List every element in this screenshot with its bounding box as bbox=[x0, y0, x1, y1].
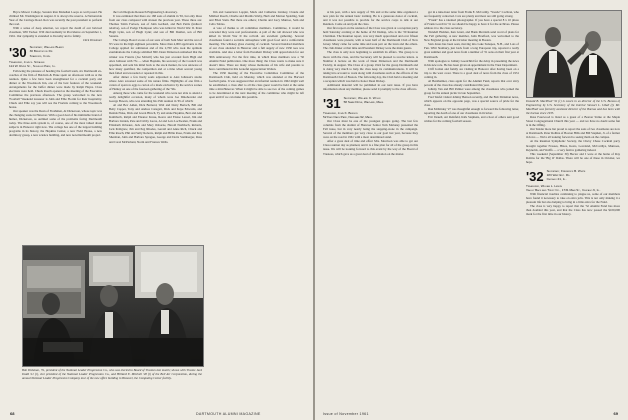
photo-swearing-in bbox=[526, 10, 622, 98]
paragraph: The class is only now beginning to establish its affairs. The group is to move with the class, and the Secretary will be pleased to receive letters. A Number 4 lecture on the work of Dean Dickerson and the Dartmouth Faculty, in August. The Class of a group 1924 for the group Dartmouth and is doing very much to help the class keep its communications. It will be taking into account to work along with classmates such as the officers of the Dartmouth Club of Boston. The following day, the Club held a meeting and a reception which was held to honor Dean Dickey. bbox=[323, 50, 418, 83]
treasurer-name: Treasurer, John K. Benson bbox=[323, 110, 358, 115]
class-year: '30 bbox=[9, 45, 27, 61]
class-header-31 bbox=[323, 95, 418, 111]
secretary-name: Secretary, Willard C. Wolff bbox=[343, 95, 381, 100]
paragraph: Stan Jones has been seen, moving into Lake Sunapee, N.H., and Lots of Fun. Whit Stanbury, just back from a long European trip, reported a really great summer and good news from a number of '31 sons on their first year at Dartmouth. bbox=[424, 42, 519, 59]
paragraph: The 1930 meeting of the Executive Committee Committee of the Dartmouth Club, held on Monday, which was attended at the Harvard football game. It was suggested that an informal reunion in 1962 might well be established, a class shirt to all the class guest would be held at the same time a mid-Hanover. When it might be able to see two of the coming games to be determined at the next meeting of the committee who might be left open until if we can make this possible. bbox=[209, 70, 304, 99]
paragraph: Cliff Jordan and family are visiting in Hanover after having been on a trip to the west coast. There is a good deal of news from the class of 1931 coming in. bbox=[424, 66, 519, 79]
left-page bbox=[0, 0, 313, 420]
paragraph: After a great deal of time and effort Mrs. Morrison was able to get our Class reunion day as planned, and it is a fine plan for all of the group in this issue. We will be looking forward to this event by the way of the Board of Trustees, which gave us a great deal of information on the matter. bbox=[323, 139, 418, 156]
treasurer-name: Treasurer, William L. Lemon bbox=[526, 183, 562, 188]
paragraph: Eric Deuell, Art Reinfeld, Kirk Stephens, and a host of others sent good wishes for the coming football season. bbox=[424, 115, 519, 124]
paragraph: A vote of thanks to all committee members. Committee, it would be conceded they were real professionals. A poll of the roll showed who was killed in World War II the rollcall. An excellent gathering. Several classmates found a sociable atmosphere with good food and a comfortable meeting. The whiskey glass evening of cocktail. Several hundred members of our class attended in Hanover and a full supply of new 1930 tees was available. And also a letter from President Dickey with appreciation for our 30th anniversary. For the first time, in which three members was a '30 Alumni Fund publication. One more thing: the Class wants to make sure it doesn't miss. There are many whose memories of his wife and parents to have contributed in this Grateful Appreciation Walton. bbox=[209, 26, 304, 71]
paragraph: Our speaker was the Dean of Freshmen, Al Dickerson, whose topic was the changing scene in Hanover. With a good deal of his inimitable brand of humor, Dickerson, as outlined some of the problems facing Dartmouth today. The three-term system is, of course, one of the most talked about subjects in Hanover right now. The college has one of the largest building programs in its history, the Hopkins Center, a new Field House, a new dormitory group, a new science building, and new non-Dartmouth project. bbox=[9, 109, 102, 138]
paragraph: the Cold Regions Research Engineering Laboratory. bbox=[113, 10, 178, 14]
page-number-left: 68 bbox=[10, 411, 15, 416]
paragraph: Among those who came for the weekend who were not able to attend a really delightful occasion, many of whom were Joe Dmohowski and George Bowen, who was attending his 25th reunion in '65 of which: bbox=[109, 90, 202, 104]
paragraph: After dinner a few hardy souls adjourned to Alex Johnson's studio where Alex screened some of his nature films. Highlights of one film a carton of sparrow eggs to carton of a made exclusive by the service scenes of Henley on one of the fourteen gathering of the '50s. bbox=[109, 74, 202, 91]
right-column-1 bbox=[323, 10, 418, 405]
paragraph: Following the pleasure of heading the football team, six Dartmouth ex-coaches of the firm of Baldwin & Fiske spent an afternoon with us at the reunion. Quite a few have been strengthened for a cocktail party and dinner at the Woodstock Inn, one of the best features of the weekend. Arrangements for the buffet dinner were made by Ralph Hayes. Class elections were held. Chuck Roach opened as the meeting of the Executive Committee the previous afternoon. The group welcomed to the new 'Football' Weekend treasurer is John and Ellie Fiorini for their hospitality. Chuck and Ellie say you will see the Fiorinis coming to the Woodstock house. bbox=[9, 68, 102, 109]
paragraph: Johnny Van and Bill Palmer were among the classmates who joined the group for the annual picnic in late September. bbox=[424, 86, 519, 95]
secretary-city: Chicago 21, Ill. bbox=[546, 176, 567, 181]
secretary-address: 30 Brentwood Dr. bbox=[29, 49, 54, 54]
class-year: '32 bbox=[526, 168, 544, 184]
right-column-3 bbox=[526, 99, 620, 399]
secretary-name: Secretary, Frederick B. White bbox=[546, 168, 586, 173]
left-column-3 bbox=[209, 10, 304, 240]
left-column-2 bbox=[109, 10, 202, 240]
paragraph: Dan McKinley '27 was thoughtful enough to forward the following letter, reporting the death of one of our classmates in October. bbox=[424, 107, 519, 116]
paragraph: Bryce Mawer College, Session Ron Manahan Loops as well posed. He climbed Mt. Washington in August. It is always the reserve. A Nationwide Year of the Carriage Road. Ron was recently the past president to perform the road. bbox=[9, 10, 102, 27]
paragraph: Russ Fourwood is listed as a guest of a Beaver Strike at the Maple Street Congregational Church this year — and we have no doubt some fun is in the Offing. bbox=[526, 115, 620, 128]
class-header-32 bbox=[526, 168, 620, 184]
class-year: '31 bbox=[323, 95, 341, 111]
paragraph: The class is very happy to report that the '32 Alumni Fund has more than doubled this year, and that the Class has now passed the $100,000 mark for the first time in our history. bbox=[526, 204, 620, 217]
treasurer-block bbox=[323, 110, 418, 119]
paragraph: Jim and Genevieve Lappin, Mack and Catherine Lindsey, Claude and Mildred Roach, Charlie and Martha Silsby, Herb and Marion Spalding, Sam and Ellen Stein. But there are others; Charlie and Lucy Munroe, Sam and Celia Tobias. bbox=[209, 10, 304, 27]
treasurer-address: 114 W. River St., Schiller Park, Ill. bbox=[9, 64, 57, 69]
paragraph: Al Bernheimer, class agent for the Alumni Fund, reports that over sixty percent of the class has already contributed this year. bbox=[424, 78, 519, 87]
paragraph: Our first report on the reunion of the Class was given at a reception party held Saturday evening at the home of Ed Dunlap, who is the '30 Reunion Chairman. The Reunion report, was very much appreciated and over fifteen classmates were present, with at least half of the Dartmouth Club of New Jersey. Many came for some time and took part on the lawn and the others. The club dinner at that time and President Dickey were the main guests. bbox=[323, 26, 418, 51]
photo-computer-center-image bbox=[23, 246, 203, 366]
issue-footer: Issue of November 1961 bbox=[323, 412, 369, 416]
paragraph: At the Reunion Symphonic Society, the Chevy Chase Cocktail party brought together Frasses, Hixes, Kosts, Loveland, McCarthys, Munroes, Reynolds, and Wolffs — a very festive gathering indeed. bbox=[526, 139, 620, 152]
paragraph: Fred Teufel visited Johnny Benson recently, and the Bob Dickman news, which appears on the opposite page, was a special source of pride for the class. bbox=[424, 94, 519, 108]
paragraph: This weekend (September 30) Hector and I were at the home of Ray Robins for the 'Big O' Dallas. There will be one of these in October, we hope. bbox=[526, 151, 620, 164]
photo-swearing-in-image bbox=[527, 11, 621, 97]
paragraph: Additional material will be published in our next issue. If you have information about any member, please send it promptly to the class officers. bbox=[323, 82, 418, 91]
class-header-30 bbox=[9, 44, 102, 61]
treasurer-block bbox=[9, 59, 102, 68]
page-number-right: 69 bbox=[613, 411, 618, 416]
treasurer-name: Treasurer, John L. Sprague bbox=[9, 60, 45, 65]
secretary-city: Stamford, Conn. bbox=[29, 53, 51, 58]
treasurer-address: 52 Fair Oaks Park, Needham 92, Mass. bbox=[323, 115, 373, 120]
treasurer-block bbox=[526, 183, 620, 192]
paragraph: got in a nine-hour letter from Frank E. McCarthy, "Swede" Cochran, who are frequently contacted. Cars are plenty and most are still going strong. bbox=[424, 10, 519, 19]
paragraph: With apologies to Johnny Goodchild for the delay in presenting the news in his new role. He has been given an appointment in the Trust Department. bbox=[424, 58, 519, 67]
secretary-name: Secretary, Wallace Blakey bbox=[29, 45, 65, 50]
secretary-address: 58 Shaw Drive, Wayland, Mass. bbox=[343, 100, 384, 105]
secretary-address: 183 Wait Ext. Rd. bbox=[546, 172, 571, 177]
paragraph: Our Class must be one of the youngest groups going. The last few columns from the alumni of Hanover Senior Tom Maloney presented the Fall issue, but in very nearly being the stepping-stone in the campaign. Several of the members got very close to our goal last year, because they were on the road in 1961 with a most determined stand. bbox=[323, 119, 418, 140]
magazine-title-footer: DARTMOUTH ALUMNI MAGAZINE bbox=[196, 412, 261, 416]
paragraph: at his post, with a new supply of '30s and at the same time organized a new plan for the annual basic training. He is a generous donor of cocktail, and it was not possible to provide for the service corps to talk at our Reunion. Come on and join the class. bbox=[323, 10, 418, 27]
signoff: Dick Dinsmore bbox=[83, 38, 102, 43]
right-column-2 bbox=[424, 10, 519, 405]
left-column-1 bbox=[9, 10, 102, 137]
right-page bbox=[315, 0, 628, 420]
paragraph: Our Tender more but proud to report the sons of two classmates are now at Dartmouth. Peter Rollins of Boston Hills and Bill Stephen, Jr. of a farmer in Iowa — We're all looking forward to seeing them on the campus. bbox=[526, 127, 620, 140]
paragraph: With financial troubles continuing to plague us, some of our members have found it necessary to take on extra jobs. This is not only making it a pleasant life but also helping to bring in a little extra for the Fund. bbox=[526, 191, 620, 205]
photo-caption: Bob Dickman, '31, president of the National Leader Progression Co., who was elected to Board of Trustees last month; shown with Trustee Jack Dodd '21 (r), vice president of the National Leader Progression Co., and Hilliard E. Mitchell '28 (l) of the Bell Air Corporation, during the annual National Leader Progression Company tour of the new office building in Hanover, the Computing Center facility. bbox=[22, 368, 202, 380]
paragraph: Wendell Hadden, Ken Grant, and Hank Merriam send word of plans for the Fall gathering. A new member, John Bradford, was welcomed to the New England group at the October meeting in Boston. bbox=[424, 30, 519, 43]
paragraph: It was estimated that there are 168 sons of alumni in '65, but only three from our class compared with sixteen the previous year. These three are: Thomas Tobin Fortson, son of John Gerhard, and Bob Pettis (indirect relative), son of Podge Thompson who was killed in World War II. Peter Hugh Lynn, son of Hugh Lynn; and son of Bill Dunbar, son of Bill Stearns. bbox=[109, 14, 202, 39]
paragraph: "Frank" has a talented photographer. If you have a special 8 x 10 photo of Frank Lovell in '31 we should be happy to have it for the archives. Please address it to the class secretary. bbox=[424, 18, 519, 31]
paragraph: The College Board scores of our sons of both Sam Marr and the rest of '65 were in the high eighteen percentile. More than 4,000 applicants to the College applied for admission and of the 2,700 who took the aptitude examinations the College admitted 860. Dean Dickerson remarked that the winner was Francis (Joe McGill) who has just acceded from High and Alex Johnson with 73s — when Hopkins, his secretary of the Council was appointed, and sent his mind back to the stock market, he was unaware of how many qualified, the competition and at a time when several young men failed and exceeded or repeated in this. bbox=[109, 38, 202, 75]
paragraph: With a sense of deep emotion, we report the death of our beloved classmate, Will Tucker. Will died suddenly in Providence on September 1, 1961. Our sympathy is extended to Dorothy and to family. bbox=[9, 26, 102, 39]
paragraph: Al and Bev Alden, Dick Bernard, Walt and Dotty Bertsch, Bill and Betty Capper, Tony and Andrea Carugati, Dick and Kaye Edwards, and Dennis Fiske, Dick and Gwen Hirsch, Ty and Anne Hopkins, Bert and Ann Kalmbach, Ralph and Eleanor Kruse, Reeve and Eloise Lassal, Jim and Barbara Linden, Pete and Libby Lucas, Al and Lois Lochwalen, Frank and Elizabeth Orbeaux, Jack and Mary Osborne, Harold Nashbach, Roberts, Jack Pettigrew, Jim and Peg Rhodes, Gerald and Anne Rich, Chuck and Ellie Roach, Phil and Sally Roberts, Ralph and Billie Rose, Frank and Kay Sherman, John and Barbara Sprague, George and Doris Steinberger, Russ and Carol McParland, Norm and Frances Wells. bbox=[109, 103, 202, 144]
treasurer-address: Valley Back and Trust Co., 1731 Main St., Chicago 6, Ill. bbox=[526, 187, 601, 192]
photo-caption: Donald B. MacPhail '32 (r) is sworn in as director of the U.S. Bureau of Engineering by U.S. Secretary of the Interior Stewart L. Udall (l). Mr. MacPhail was formerly assistant director of the Bureau and has been with the bureau since 1935. bbox=[526, 99, 620, 116]
photo-computer-center bbox=[22, 245, 204, 367]
